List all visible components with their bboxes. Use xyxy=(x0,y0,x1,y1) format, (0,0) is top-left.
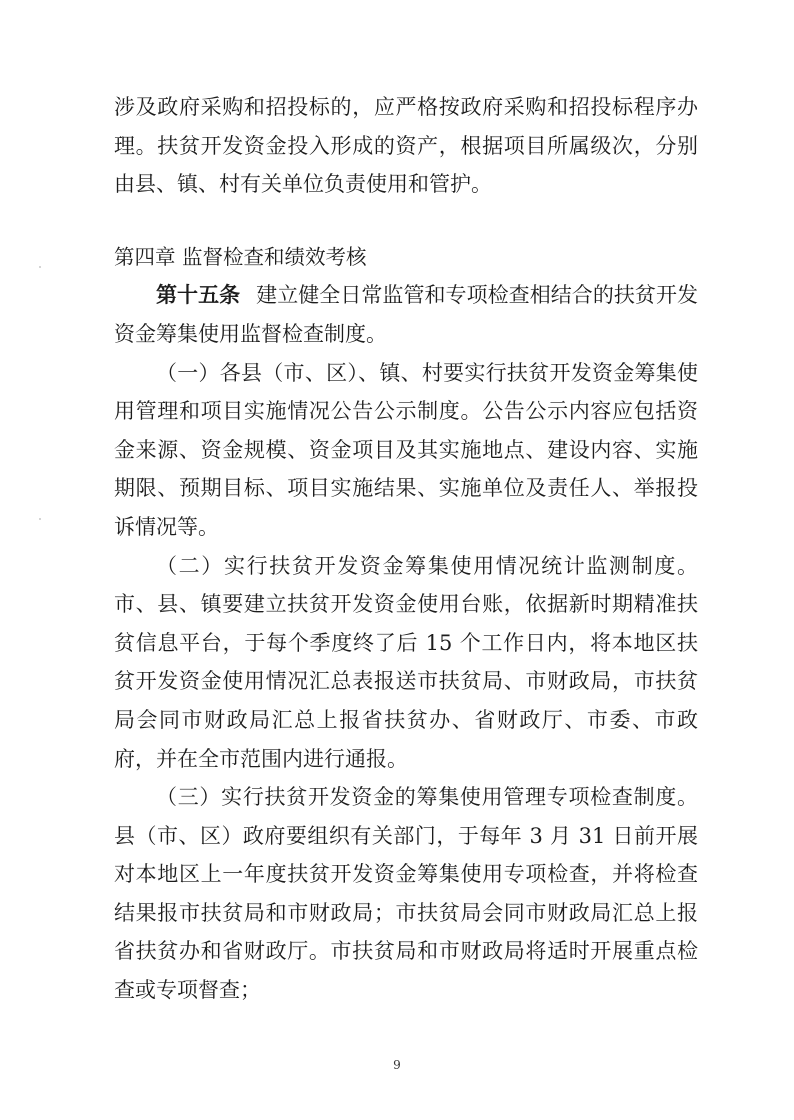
scan-speck xyxy=(39,266,41,268)
scan-speck xyxy=(39,518,41,520)
document-body xyxy=(114,88,698,1010)
article-15-paragraph xyxy=(114,276,698,353)
article-15-item-2: （二）实行扶贫开发资金筹集使用情况统计监测制度。市、县、镇要建立扶贫开发资金使用台账，依据新时期精准扶贫信息平台，于每个季度终了后 15 个工作日内，将本地区扶贫开发资金使用情况汇总表报送市扶贫局、市财政局，市扶贫局会同市财政局汇总上报省扶贫办、省财政厅、市委、市政府，并在全市范围内进行通报。 xyxy=(114,553,698,771)
article-15-item-1: （一）各县（市、区）、镇、村要实行扶贫开发资金筹集使用管理和项目实施情况公告公示制度。公告公示内容应包括资金来源、资金规模、资金项目及其实施地点、建设内容、实施期限、预期目标、项目实施结果、实施单位及责任人、举报投诉情况等。 xyxy=(114,360,698,539)
chapter-heading: 第四章 监督检查和绩效考核 xyxy=(114,244,367,269)
article-15-label: 第十五条 xyxy=(156,283,241,308)
article-15-item-3: （三）实行扶贫开发资金的筹集使用管理专项检查制度。县（市、区）政府要组织有关部门，于每年 3 月 31 日前开展对本地区上一年度扶贫开发资金筹集使用专项检查，并将检查结果报市扶贫局和市财政局；市扶贫局会同市财政局汇总上报省扶贫办和省财政厅。市扶贫局和市财政局将适时开展重点检查或专项督查； xyxy=(114,785,698,1003)
paragraph-continuation: 涉及政府采购和招投标的，应严格按政府采购和招投标程序办理。扶贫开发资金投入形成的资产，根据项目所属级次，分别由县、镇、村有关单位负责使用和管护。 xyxy=(114,95,698,197)
article-15-text: 建立健全日常监管和专项检查相结合的扶贫开发资金筹集使用监督检查制度。 xyxy=(114,283,699,346)
page-number: 9 xyxy=(393,1058,401,1072)
